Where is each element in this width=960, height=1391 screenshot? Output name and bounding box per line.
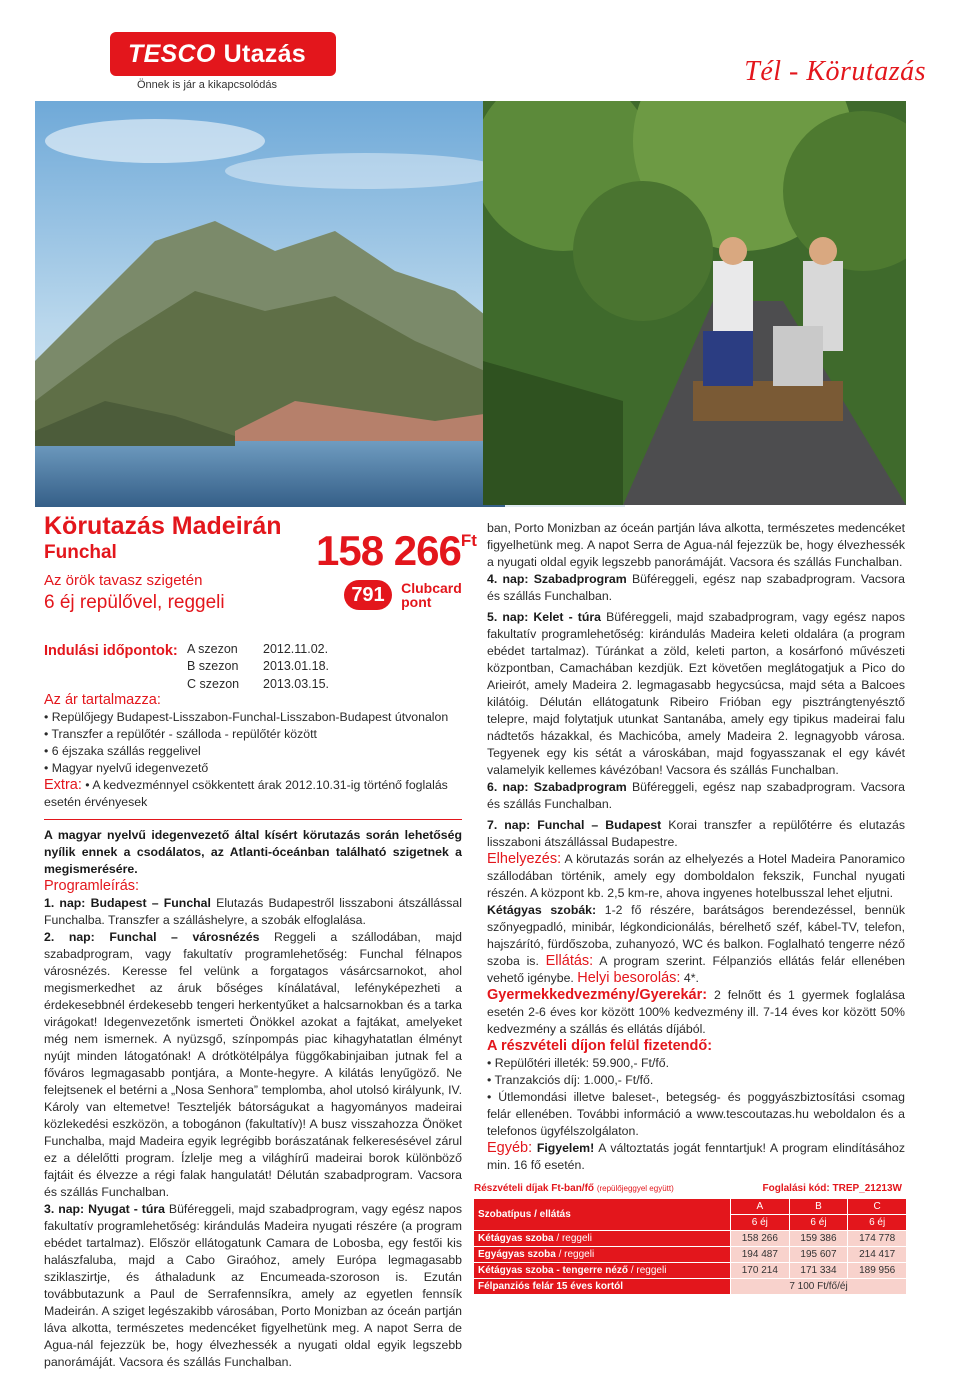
toboggan-ride-photo — [483, 101, 906, 505]
table-row — [474, 1279, 906, 1295]
nights-header: 6 éj — [848, 1215, 906, 1231]
row-label: Egyágyas szoba / reggeli — [474, 1247, 731, 1263]
day-6: 6. nap: Szabadprogram Büféreggeli, egész nap szabadprogram. Vacsora és szállás Funchalban. — [487, 780, 905, 811]
price-currency: Ft — [460, 531, 477, 550]
departure-row: C szezon 2013.03.15. — [187, 677, 330, 691]
price-box — [316, 527, 477, 575]
departure-row: A szezon 2012.11.02. — [187, 642, 329, 656]
fee-item: • Útlemondási illetve baleset-, betegség- és poggyászbiztosítási csomag felár ellenében. További információ a www.tescoutazas.hu weboldalon és a telefonos ügyfélszolgálaton. — [487, 1089, 905, 1140]
child-discount: Gyermekkedvezmény/Gyerekár: 2 felnőtt és 1 gyermek foglalása esetén 2-6 éves kor között 100% kedvezmény ill. 7-14 éves kor között 50% kedvezmény a szállás és ellátás díjából. — [487, 987, 905, 1036]
section-title: Tél - Körutazás — [744, 56, 926, 87]
price-cell: 174 778 — [848, 1231, 906, 1247]
extra-line: Extra: • A kedvezménnyel csökkentett árak 2012.10.31-ig történő foglalás — [44, 777, 464, 794]
accommodation: Elhelyezés: A körutazás során az elhelyezés a Hotel Madeira Panoramico szállodában történik, amely egy domboldalon fekszik, Funchal nyugati részén. A központ kb. 2,5 km-re, ahova ingyenes hotelbusszal lehet eljutni. — [487, 851, 905, 900]
program-label: Programleírás: — [44, 878, 140, 894]
logo-utazas-text: Utazás — [223, 40, 307, 68]
half-board-label: Félpanziós felár 15 éves kortól — [474, 1279, 731, 1295]
clubcard-label: Clubcard pont — [401, 580, 462, 610]
day-5: 5. nap: Kelet - túra Büféreggeli, majd szabadprogram, vagy egész napos fakultatív programlehetőség: kirándulás Madeira keleti oldalára (a program ebédet tartalmaz). Túránkat a zöld, keleti parton, a kosárfonó művészeti központban, Camachában kezdjük. Ezt követően meglátogatjuk a Pico do Arieirót, amely Madeira 2. legmagasabb hegycsúcsa, majd séta a Balcoes kilátóig. Délután ellátogatunk Ribeiro Frióban egy pisztrángtenyésztő telepre, majd folytatjuk utunkat Santanába, amely egy tipikus madeirai falu nádtetős házakkal, és Machicóba, amely Madeira 2. legnagyobb városa. Tegyenek egy kis sétát a városkában, majd fogyasszanak el egy kávét valamelyik kellemes kávézóban! Vacsora és szállás Funchalban. — [487, 610, 906, 777]
price-cell: 158 266 — [731, 1231, 790, 1247]
rooms: Kétágyas szobák: 1-2 fő részére, barátságos berendezéssel, bennük szőnyegpadló, minibár, légkondicionálás, bérelhető széf, kábel-TV, telefon, hajszárító, fürdőszoba, zuhanyozó, WC és balkon. Foglalható tengerre néző szoba is. Ellátás: A program szerint. Félpanziós ellátás felár ellenében vehető igénybe. Helyi besorolás: 4*. — [487, 903, 906, 986]
nights-header: 6 éj — [789, 1215, 848, 1231]
table-row — [474, 1247, 906, 1263]
clubcard-points-value: 791 — [344, 580, 392, 610]
price-cell: 170 214 — [731, 1263, 790, 1279]
price-table-note: (repülőjeggyel együtt) — [596, 1184, 674, 1193]
offer-price: 158 266 — [316, 527, 461, 574]
price-cell: 195 607 — [789, 1247, 848, 1263]
table-row — [474, 1199, 906, 1215]
includes-label: Az ár tartalmazza: — [44, 692, 161, 708]
price-table-title: Részvételi díjak Ft-ban/fő — [474, 1183, 595, 1194]
price-grid — [474, 1199, 906, 1295]
includes-section — [44, 692, 464, 811]
price-cell: 214 417 — [848, 1247, 906, 1263]
tagline: Önnek is jár a kikapcsolódás — [137, 79, 278, 91]
table-row — [474, 1263, 906, 1279]
day-3: 3. nap: Nyugat - túra Büféreggeli, majd szabadprogram, vagy egész napos fakultatív programlehetőség: kirándulás Madeira nyugati részére (a program ebédet tartalmaz). Először ellátogatunk Camara de Lobosba, egy festői kis halászfaluba, majd a Cabo Giraóhoz, amely Európa legmagasabb sziklaszirtje, és áthaladunk az Encumeada-szoroson is. Ezután továbbutazunk a Paul de Serrafennsíkra, amely az egyetlen fennsík Madeirán. A sziget legészakibb városában, Porto Monizban az óceán partján láva alkotta, természetes medencéket figyelhetünk meg. A napot Serra de Agua-nál fejezzük be, hogy élvezhessék a nyugati oldal egyik legszebb panorámáját. Vacsora és szállás Funchalban. — [44, 1202, 462, 1369]
includes-item: • 6 éjszaka szállás reggelivel — [44, 743, 464, 760]
fee-item: • Repülőtéri illeték: 59.900,- Ft/fő. — [487, 1055, 905, 1072]
season-header: B — [789, 1199, 848, 1215]
program-right — [487, 520, 905, 1174]
booking-code: Foglalási kód: TREP_21213W — [762, 1183, 902, 1194]
intro-text: A magyar nyelvű idegenvezető által kísért körutazás során lehetőség nyílik ennek a csodálatos, az Atlanti-óceánban található szigetnek a megismerésére. — [44, 828, 462, 876]
extra-line-2: esetén érvényesek — [44, 795, 148, 809]
season-header: A — [731, 1199, 790, 1215]
price-cell: 189 956 — [848, 1263, 906, 1279]
offer-slogan: Az örök tavasz szigetén — [44, 572, 203, 589]
price-table — [474, 1183, 906, 1295]
includes-item: • Repülőjegy Budapest-Lisszabon-Funchal-Lisszabon-Budapest útvonalon — [44, 709, 464, 726]
logo-tesco-text: TESCO — [128, 40, 216, 68]
table-row — [474, 1231, 906, 1247]
program-left — [44, 827, 462, 1391]
clubcard-points — [344, 580, 462, 610]
tesco-utazas-logo — [110, 32, 336, 76]
departure-row: B szezon 2013.01.18. — [187, 659, 330, 673]
room-type-header: Szobatípus / ellátás — [474, 1199, 731, 1231]
day-2: 2. nap: Funchal – városnézés Reggeli a szállodában, majd szabadprogram, vagy fakultatív programlehetőség: Funchal félnapos városnézés. Keresse fel velünk a forgatagos vásárcsarnokot, ahol megismerkedhet az áruk bőséges kínálatával, lefényképezheti a érdekesebbnél érdekesebb tengeri herkentyűket a halcsarnokban és a tarka virágokat! Idegenvezetőnk ismerteti Önökkel azokat a fajtákat, amelyeket még nem ismernek. A nyüzsgő, színpompás piac kihagyhatatlan élményt nyújt minden látogatónak! A drótkötélpálya függőkabinjaiban jutnak fel a főváros legmagasabb pontjára, a Monte-hegyre. A kilátás lenyűgöző. Ne felejtsenek el betérni a „Nosa Senhora” templomba, ahol utolsó királyunk, IV. Károly van eltemetve! Teszteljék bátorságukat a hagyományos madeirai közlekedési eszközön, a tobogánon (fakultatív)! A busz visszahozza Önöket Funchalba, majd Madeira egyik legrégibb borászatának felkeresésével zárul ez a délelőtti program. Ízlelje meg a világhírű madeirai borok különböző fajtáit és élvezze a régi falak hangulatát! Délután szabadprogram. Vacsora és szállás Funchalban. — [44, 930, 462, 1199]
departures-label: Indulási időpontok: — [44, 643, 178, 659]
season-header: C — [848, 1199, 906, 1215]
row-label: Kétágyas szoba - tengerre néző / reggeli — [474, 1263, 731, 1279]
day-7: 7. nap: Funchal – Budapest Korai transzfer a repülőtérre és elutazás lisszaboni átszállással Budapestre. — [487, 818, 905, 849]
divider — [44, 819, 462, 820]
offer-duration: 6 éj repülővel, reggeli — [44, 592, 225, 613]
day-1: 1. nap: Budapest – Funchal Elutazás Budapestről lisszaboni átszállással Funchalba. Transzfer a szálláshelyre, a szobák elfoglalása. — [44, 896, 463, 927]
half-board-value: 7 100 Ft/fő/éj — [731, 1279, 907, 1295]
price-cell: 159 386 — [789, 1231, 848, 1247]
fees-label: A részvételi díjon felül fizetendő: — [487, 1038, 713, 1054]
nights-header: 6 éj — [731, 1215, 790, 1231]
includes-item: • Magyar nyelvű idegenvezető — [44, 760, 464, 777]
day-4: 4. nap: Szabadprogram Büféreggeli, egész nap szabadprogram. Vacsora és szállás Funchalban. — [487, 572, 905, 603]
other-info: Egyéb: Figyelem! A változtatás jogát fenntartjuk! A program elindításához min. 16 fő esetén. — [487, 1140, 906, 1172]
price-table-header — [474, 1183, 906, 1199]
price-cell: 171 334 — [789, 1263, 848, 1279]
row-label: Kétágyas szoba / reggeli — [474, 1231, 731, 1247]
offer-title: Körutazás Madeirán — [44, 512, 282, 540]
price-cell: 194 487 — [731, 1247, 790, 1263]
fee-item: • Tranzakciós díj: 1.000,- Ft/fő. — [487, 1072, 905, 1089]
includes-item: • Transzfer a repülőtér - szálloda - repülőtér között — [44, 726, 464, 743]
day-3-continued: ban, Porto Monizban az óceán partján láva alkotta, természetes medencéket figyelhetünk meg. A napot Serra de Agua-nál fejezzük be, hogy élvezhessék a nyugati oldal egyik legszebb panorámáját. Vacsora és szállás Funchalban. — [487, 521, 905, 569]
offer-subtitle: Funchal — [44, 542, 117, 563]
